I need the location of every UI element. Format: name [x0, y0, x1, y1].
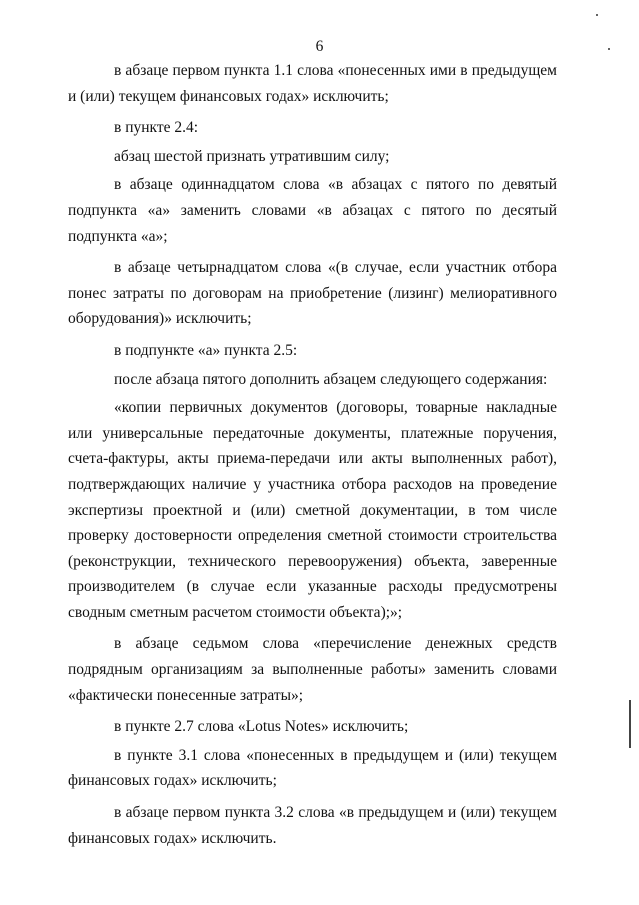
paragraph: в абзаце первом пункта 1.1 слова «понесенных ими в предыдущем и (или) текущем финансовых годах» исключить; [68, 62, 557, 105]
scan-speck [596, 14, 598, 16]
paragraph: в пункте 2.7 слова «Lotus Notes» исключить; [114, 718, 409, 736]
paragraph: в абзаце четырнадцатом слова «(в случае, если участник отбора понес затраты по договорам на приобретение (лизинг) мелиоративного оборудования)» исключить; [68, 259, 557, 328]
page-number: 6 [315, 38, 324, 55]
paragraph: после абзаца пятого дополнить абзацем следующего содержания: [114, 370, 548, 388]
paragraph: в абзаце первом пункта 3.2 слова «в предыдущем и (или) текущем финансовых годах» исключить. [68, 804, 557, 847]
paragraph: в абзаце одиннадцатом слова «в абзацах с пятого по девятый подпункта «а» заменить словами «в абзацах с пятого по десятый подпункта «а»; [68, 176, 557, 245]
paragraph: абзац шестой признать утратившим силу; [114, 147, 390, 165]
document-body [68, 58, 557, 857]
scan-speck [608, 48, 610, 50]
paragraph: «копии первичных документов (договоры, товарные накладные или универсальные передаточные документы, платежные поручения, счета-фактуры, акты приема-передачи или акты выполненных работ), подтверждающих наличие у участника отбора расходов на проведение экспертизы проектной и (или) сметной документации, в том числе проверку достоверности определения сметной стоимости строительства (реконструкции, технического перевооружения) объекта, заверенные производителем (в случае если указанные расходы предусмотрены сводным сметным расчетом стоимости объекта);»; [68, 399, 557, 621]
paragraph: в пункте 2.4: [114, 119, 199, 137]
paragraph: в подпункте «а» пункта 2.5: [114, 341, 298, 359]
scan-edge-mark [629, 700, 631, 748]
paragraph: в пункте 3.1 слова «понесенных в предыдущем и (или) текущем финансовых годах» исключить; [68, 746, 557, 790]
paragraph: в абзаце седьмом слова «перечисление денежных средств подрядным организациям за выполненные работы» заменить словами «фактически понесенные затраты»; [68, 635, 557, 704]
